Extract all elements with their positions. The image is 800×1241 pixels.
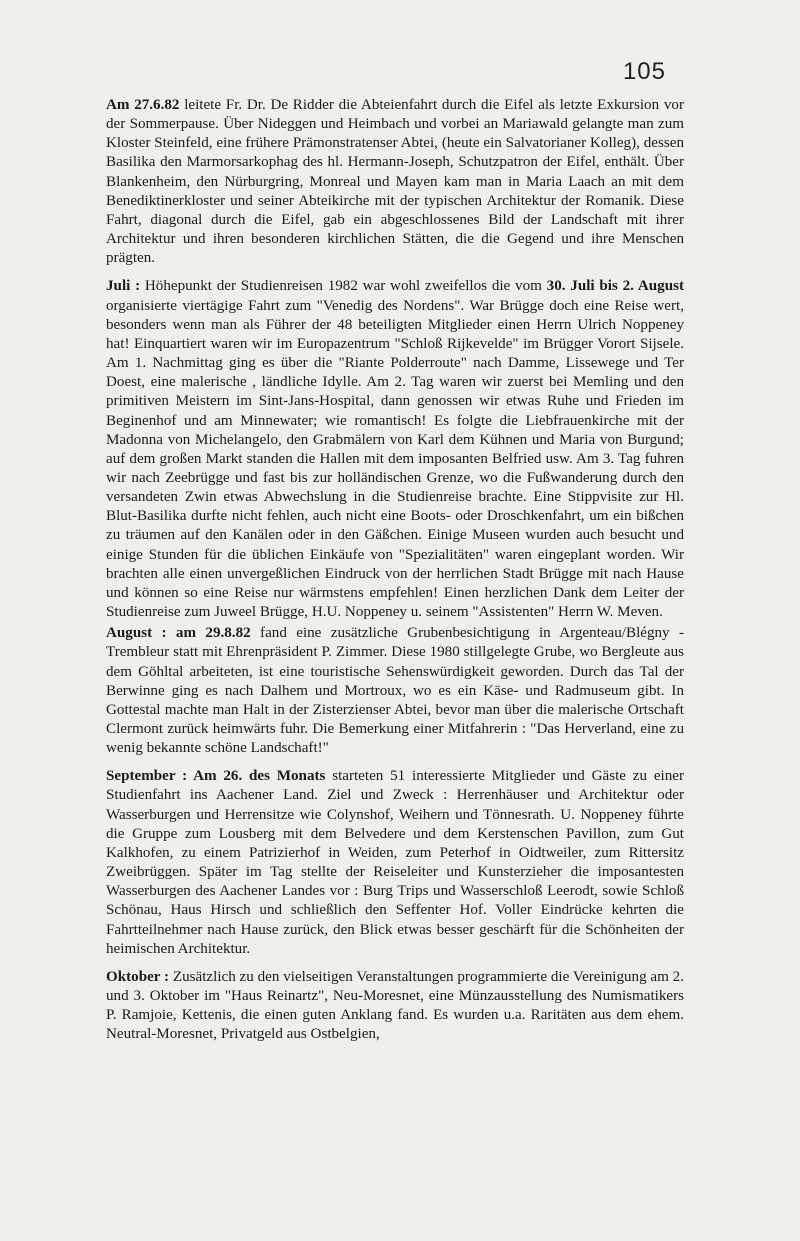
paragraph-july <box>106 277 684 622</box>
paragraph-text: organisierte viertägige Fahrt zum "Venedig des Nordens". War Brügge doch eine Reise wert, besonders wenn man als Führer der 48 beteiligten Mitglieder einen Herrn Ulrich Noppeney hat! Einquartiert waren wir im Europazentrum "Schloß Rijkevelde" im Brügger Vorort Sijsele. Am 1. Nachmittag ging es über die "Riante Polderroute" nach Damme, Lissewege und Ter Doest, eine malerische , ländliche Idylle. Am 2. Tag waren wir zuerst bei Memling und den primitiven Meistern im Sint-Jans-Hospital, dann genossen wir etwas Ruhe und Frieden im Beginenhof und am Minnewater; wie romantisch! Es folgte die Liebfrauenkirche mit der Madonna von Michelangelo, den Grabmälern von Karl dem Kühnen und Maria von Burgund; auf dem großen Markt standen die Hallen mit dem imposanten Belfried usw. Am 3. Tag fuhren wir nach Zeebrügge und fast bis zur holländischen Grenze, wo die Fußwanderung durch den versandeten Zwin etwas Abwechslung in die Studienreise brachte. Eine Stippvisite zur Hl. Blut-Basilika durfte nicht fehlen, auch nicht eine Boots- oder Droschkenfahrt, um ein bißchen zu träumen auf den Kanälen oder in den Gäßchen. Einige Museen wurden auch besucht und einige Stunden für die üblichen Einkäufe von "Spezialitäten" waren eingeplant worden. Wir brachten alle einen unvergeßlichen Eindruck von der herrlichen Stadt Brügge mit nach Hause und können so eine Reise nur wärmstens empfehlen! Einen herzlichen Dank dem Leiter der Studienreise zum Juweel Brügge, H.U. Noppeney u. seinem "Assistenten" Herrn W. Meven. <box>106 297 684 621</box>
paragraph-june <box>106 96 684 268</box>
paragraph-date-bold: 30. Juli bis 2. August <box>546 278 684 295</box>
paragraph-lead: September : Am 26. des Monats <box>106 768 326 785</box>
paragraph-text: Zusätzlich zu den vielseitigen Veranstaltungen programmierte die Vereinigung am 2. und 3. Oktober im "Haus Reinartz", Neu-Moresnet, eine Münzausstellung des Numismatikers P. Ramjoie, Kettenis, die einen guten Anklang fand. Es wurden u.a. Raritäten aus dem ehem. Neutral-Moresnet, Privatgeld aus Ostbelgien, <box>106 968 685 1043</box>
paragraph-text: Höhepunkt der Studienreisen 1982 war wohl zweifellos die vom <box>140 278 547 295</box>
paragraph-text: starteten 51 interessierte Mitglieder und Gäste zu einer Studienfahrt ins Aachener Land. Ziel und Zweck : Herrenhäuser und Architektur oder Wasserburgen und Herrensitze wie Colynshof, Weihern und Tönnesrath. U. Noppeney führte die Gruppe zum Lousberg mit dem Belvedere und dem Kerstenschen Pavillon, zum Gut Kalkhofen, zu einem Patrizierhof in Weiden, zum Peterhof in Oidtweiler, zum Rittersitz Zweibrüggen. Später im Tag stellte der Reiseleiter und Kunsterzieher die imposantesten Wasserburgen des Aachener Landes vor : Burg Trips und Wasserschloß Leerodt, sowie Schloß Schönau, Haus Hirsch und schließlich den Seffenter Hof. Voller Eindrücke kehrten die Fahrtteilnehmer nach Hause zurück, den Blick etwas besser geschärft für die Schönheiten der heimischen Architektur. <box>106 768 684 957</box>
paragraph-text: leitete Fr. Dr. De Ridder die Abteienfahrt durch die Eifel als letzte Exkursion vor der Sommerpause. Über Nideggen und Heimbach und vorbei an Mariawald gelangte man zum Kloster Steinfeld, eine frühere Prämonstratenser Abtei, (heute ein Salvatorianer Kolleg), dessen Basilika den Marmorsarkophag des hl. Hermann-Joseph, Schutzpatron der Eifel, enthält. Über Blankenheim, den Nürburgring, Monreal und Mayen kam man in Maria Laach an mit dem Benediktinerkloster und seiner Abteikirche mit der typischen Architektur der Romanik. Diese Fahrt, diagonal durch die Eifel, gab ein abgeschlossenes Bild der Landschaft mit ihrer Architektur und ihren besonderen kirchlichen Stätten, die die Gegend und ihre Menschen prägten. <box>106 97 684 267</box>
page-number: 105 <box>622 58 666 85</box>
paragraph-september <box>106 767 684 959</box>
paragraph-august <box>106 624 684 758</box>
paragraph-text: fand eine zusätzliche Grubenbesichtigung in Argenteau/Blégny - Trembleur statt mit Ehrenpräsident P. Zimmer. Diese 1980 stillgelegte Grube, wo Bergleute aus dem Göhltal arbeiteten, ist eine touristische Sehenswürdigkeit geworden. Durch das Tal der Berwinne ging es nach Dalhem und Mortroux, wo es ein Käse- und Radmuseum gibt. In Gottestal machte man Halt in der Zisterzienser Abtei, bevor man über die malerische Ortschaft Clermont zurück heimwärts fuhr. Die Bemerkung einer Mitfahrerin : "Das Herverland, eine zu wenig bekannte schöne Landschaft!" <box>106 625 684 757</box>
paragraph-lead: August : am 29.8.82 <box>106 625 251 642</box>
paragraph-lead: Am 27.6.82 <box>106 97 180 113</box>
body-text <box>106 96 684 1045</box>
paragraph-lead: Oktober : <box>106 968 170 985</box>
paragraph-lead: Juli : <box>106 278 141 295</box>
paragraph-october <box>106 968 684 1045</box>
